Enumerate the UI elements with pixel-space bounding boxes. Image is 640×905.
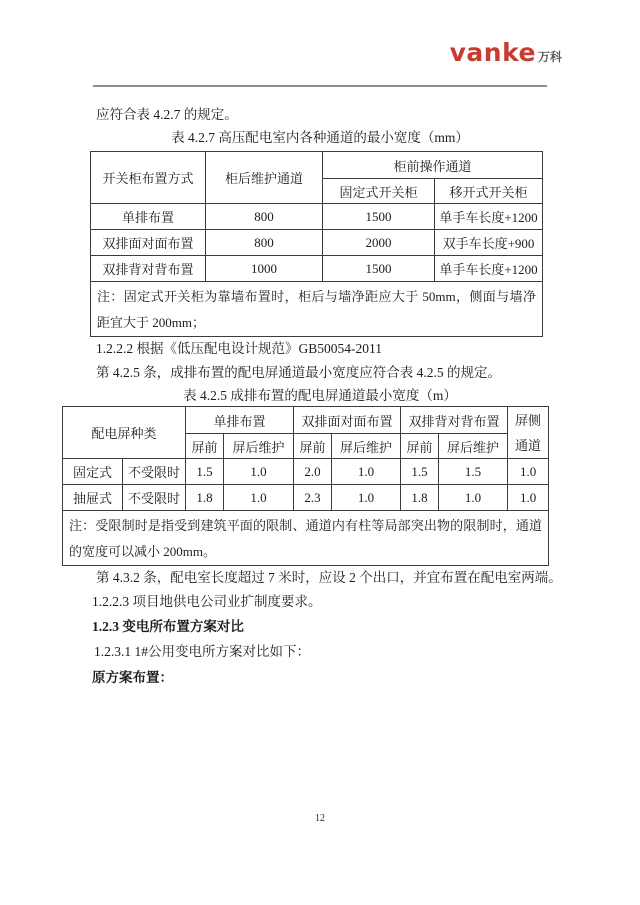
table-cell: 1.5	[186, 459, 224, 485]
t2-subheader-front: 屏前	[294, 434, 332, 459]
table-cell: 1.0	[439, 485, 508, 511]
heading-1-2-3: 1.2.3 变电所布置方案对比	[92, 619, 244, 634]
table-cell: 单排布置	[91, 204, 206, 230]
side-passage-line1: 屏侧	[515, 412, 542, 428]
table-cell: 2.0	[294, 459, 332, 485]
table-cell: 固定式	[63, 459, 123, 485]
table-cell: 单手车长度+1200	[435, 256, 543, 282]
t1-subheader-fixed: 固定式开关柜	[323, 179, 435, 204]
table-cell: 不受限时	[123, 485, 186, 511]
table-cell: 1.0	[224, 485, 294, 511]
t2-header-panel-type: 配电屏种类	[63, 407, 186, 459]
table-cell: 1.0	[332, 485, 401, 511]
page-number: 12	[315, 813, 325, 824]
paragraph-1-2-2-2: 1.2.2.2 根据《低压配电设计规范》GB50054-2011	[96, 341, 382, 356]
table-4-2-7-note: 注：固定式开关柜为靠墙布置时，柜后与墙净距应大于 50mm，侧面与墙净距宜大于 200mm；	[91, 282, 543, 337]
paragraph-article-4-3-2: 第 4.3.2 条，配电室长度超过 7 米时，应设 2 个出口，并宜布置在配电室两端。	[96, 570, 562, 585]
table-4-2-5-note: 注：受限制时是指受到建筑平面的限制、通道内有柱等局部突出物的限制时，通道的宽度可以减小 200mm。	[63, 511, 549, 566]
t1-header-rear-maintenance: 柜后维护通道	[206, 152, 323, 204]
table-cell: 800	[206, 204, 323, 230]
table-4-2-7	[90, 151, 543, 337]
t2-subheader-rear: 屏后维护	[439, 434, 508, 459]
t2-header-double-back-group: 双排背对背布置	[401, 407, 508, 434]
table-cell: 1.8	[186, 485, 224, 511]
table-row	[63, 459, 549, 485]
table-row	[91, 256, 543, 282]
table-cell: 1.0	[224, 459, 294, 485]
table-row	[91, 230, 543, 256]
intro-paragraph: 应符合表 4.2.7 的规定。	[96, 107, 238, 122]
table-cell: 抽屉式	[63, 485, 123, 511]
table-cell: 双排背对背布置	[91, 256, 206, 282]
t2-subheader-rear: 屏后维护	[224, 434, 294, 459]
t2-subheader-front: 屏前	[186, 434, 224, 459]
table-cell: 1500	[323, 204, 435, 230]
header-divider-line	[93, 85, 547, 87]
table-cell: 双排面对面布置	[91, 230, 206, 256]
heading-original-plan: 原方案布置：	[92, 670, 173, 685]
table-cell: 1.0	[332, 459, 401, 485]
table-cell: 1.5	[401, 459, 439, 485]
vanke-logo	[450, 40, 562, 65]
table-cell: 1500	[323, 256, 435, 282]
table-row	[63, 485, 549, 511]
table-4-2-5	[62, 406, 549, 566]
t2-header-single-row-group: 单排布置	[186, 407, 294, 434]
table-cell: 800	[206, 230, 323, 256]
table-cell: 2000	[323, 230, 435, 256]
t1-header-front-operation-group: 柜前操作通道	[323, 152, 543, 179]
table-cell: 2.3	[294, 485, 332, 511]
table-cell: 1.5	[439, 459, 508, 485]
logo-chinese-text: 万科	[537, 50, 562, 64]
table-cell: 不受限时	[123, 459, 186, 485]
table-row	[91, 204, 543, 230]
paragraph-article-4-2-5: 第 4.2.5 条，成排布置的配电屏通道最小宽度应符合表 4.2.5 的规定。	[96, 365, 501, 380]
t2-subheader-front: 屏前	[401, 434, 439, 459]
table-4-2-7-title: 表 4.2.7 高压配电室内各种通道的最小宽度（mm）	[171, 130, 469, 145]
table-cell: 1.0	[508, 485, 549, 511]
t2-subheader-rear: 屏后维护	[332, 434, 401, 459]
table-cell: 1000	[206, 256, 323, 282]
table-cell: 1.8	[401, 485, 439, 511]
t1-subheader-withdrawable: 移开式开关柜	[435, 179, 543, 204]
logo-wordmark: vanke	[449, 38, 536, 67]
t2-header-side-passage	[508, 407, 549, 459]
table-cell: 1.0	[508, 459, 549, 485]
side-passage-line2: 通道	[515, 437, 542, 453]
table-4-2-5-title: 表 4.2.5 成排布置的配电屏通道最小宽度（m）	[183, 388, 457, 403]
t2-header-double-face-group: 双排面对面布置	[294, 407, 401, 434]
table-cell: 单手车长度+1200	[435, 204, 543, 230]
paragraph-1-2-3-1: 1.2.3.1 1#公用变电所方案对比如下：	[94, 644, 310, 659]
t1-header-layout: 开关柜布置方式	[91, 152, 206, 204]
table-cell: 双手车长度+900	[435, 230, 543, 256]
paragraph-1-2-2-3: 1.2.2.3 项目地供电公司业扩制度要求。	[92, 594, 322, 609]
